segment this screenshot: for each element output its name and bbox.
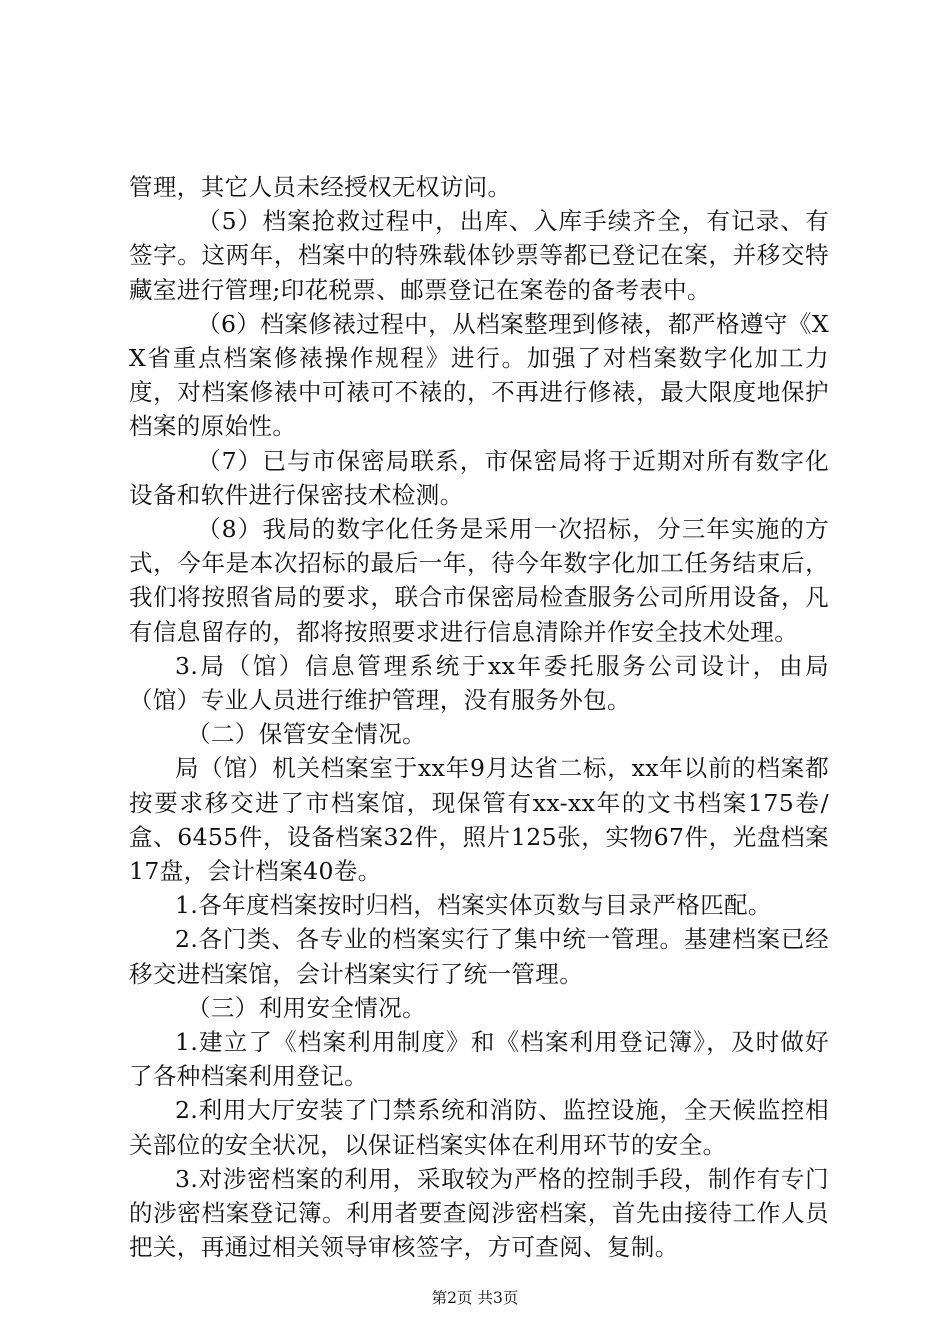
paragraph-4: （7）已与市保密局联系，市保密局将于近期对所有数字化设备和软件进行保密技术检测。 [129,446,829,509]
paragraph-11: （三）利用安全情况。 [187,993,426,1022]
paragraph-9: 1.各年度档案按时归档，档案实体页数与目录严格匹配。 [175,891,772,920]
paragraph-5: （8）我局的数字化任务是采用一次招标，分三年实施的方式，今年是本次招标的最后一年，待今年数字化加工任务结束后，我们将按照省局的要求，联合市保密局检查服务公司所用设备，凡有信息留存的，都将按照要求进行信息清除并作安全技术处理。 [129,515,829,646]
page-footer: 第2页 共3页 [431,1289,519,1307]
paragraph-14: 3.对涉密档案的利用，采取较为严格的控制手段，制作有专门的涉密档案登记簿。利用者要查阅涉密档案，首先由接待工作人员把关，再通过相关领导审核签字，方可查阅、复制。 [129,1164,829,1262]
paragraph-3: （6）档案修裱过程中，从档案整理到修裱，都严格遵守《XX省重点档案修裱操作规程》进行。加强了对档案数字化加工力度，对档案修裱中可裱可不裱的，不再进行修裱，最大限度地保护档案的原始性。 [129,309,829,441]
paragraph-7: （二）保管安全情况。 [187,720,426,749]
paragraph-10: 2.各门类、各专业的档案实行了集中统一管理。基建档案已经移交进档案馆，会计档案实行了统一管理。 [129,925,829,988]
paragraph-6: 3.局（馆）信息管理系统于xx年委托服务公司设计，由局（馆）专业人员进行维护管理，没有服务外包。 [129,651,829,715]
paragraph-1: 管理，其它人员未经授权无权访问。 [129,173,512,201]
paragraph-12: 1.建立了《档案利用制度》和《档案利用登记簿》，及时做好了各种档案利用登记。 [129,1028,829,1091]
paragraph-2: （5）档案抢救过程中，出库、入库手续齐全，有记录、有签字。这两年，档案中的特殊载体钞票等都已登记在案，并移交特藏室进行管理;印花税票、邮票登记在案卷的备考表中。 [129,207,829,304]
paragraph-13: 2.利用大厅安装了门禁系统和消防、监控设施，全天候监控相关部位的安全状况，以保证档案实体在利用环节的安全。 [129,1096,829,1159]
document-body [129,170,829,1265]
paragraph-8: 局（馆）机关档案室于xx年9月达省二标，xx年以前的档案都按要求移交进了市档案馆，现保管有xx-xx年的文书档案175卷/盒、6455件，设备档案32件，照片125张，实物67件，光盘档案17盘，会计档案40卷。 [129,754,829,886]
